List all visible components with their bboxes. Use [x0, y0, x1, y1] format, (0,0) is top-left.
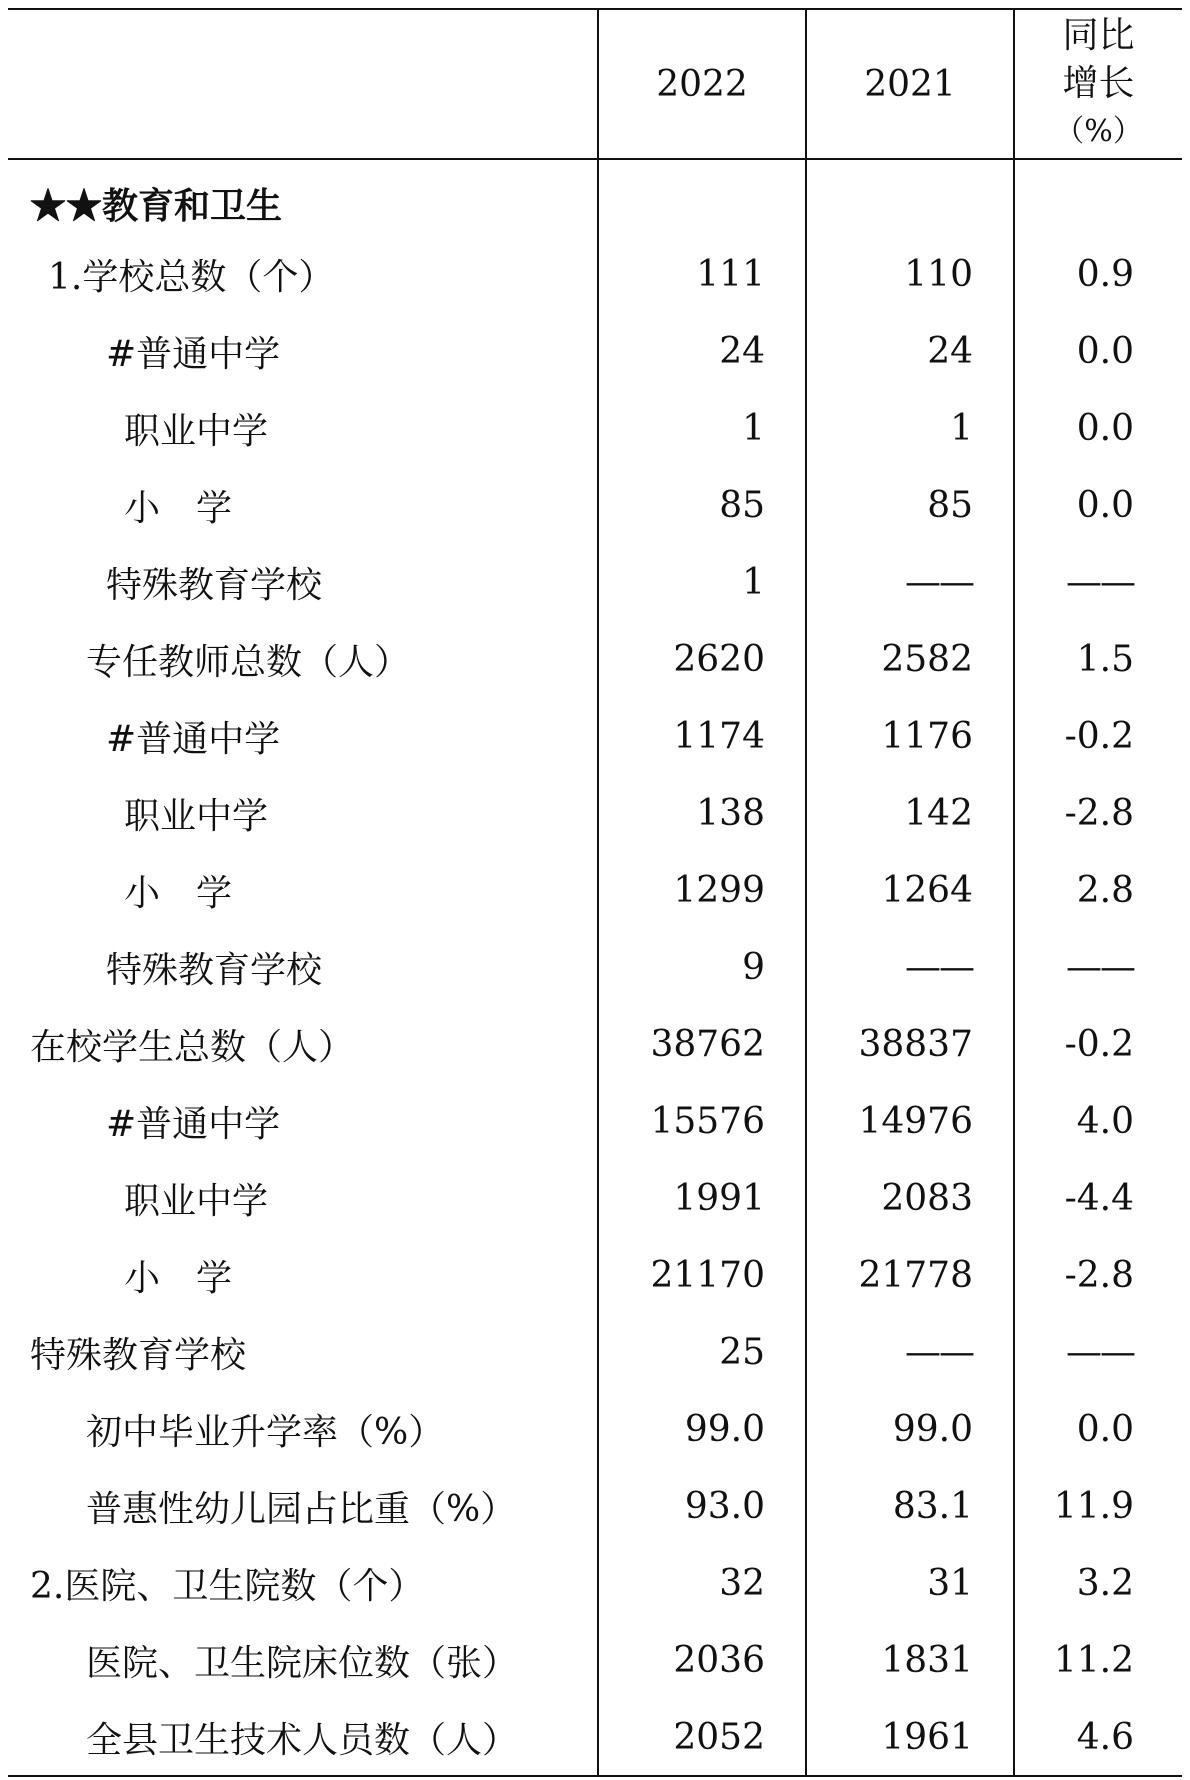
- cell-2021: 110: [806, 236, 1014, 313]
- cell-2022: 9: [598, 929, 806, 1006]
- table-row: [8, 929, 1182, 1006]
- cell-2022: 111: [598, 236, 806, 313]
- cell-2022: 85: [598, 467, 806, 544]
- table-row: [8, 159, 1182, 236]
- header-yoy-line2: 增长: [1062, 63, 1135, 104]
- cell-2021: [806, 159, 1014, 236]
- cell-yoy: ——: [1014, 1314, 1182, 1391]
- table-row: [8, 236, 1182, 313]
- cell-yoy: 0.0: [1014, 467, 1182, 544]
- cell-2022: 1299: [598, 852, 806, 929]
- header-row: [8, 9, 1182, 159]
- table-row: [8, 1160, 1182, 1237]
- cell-yoy: 0.9: [1014, 236, 1182, 313]
- header-yoy-unit: （%）: [1054, 114, 1143, 149]
- table-row: [8, 390, 1182, 467]
- cell-2022: 2620: [598, 621, 806, 698]
- cell-2022: [598, 159, 806, 236]
- header-yoy-line1: 同比: [1062, 15, 1135, 56]
- cell-2021: 24: [806, 313, 1014, 390]
- cell-2022: 24: [598, 313, 806, 390]
- table-header: [8, 9, 1182, 159]
- cell-yoy: 2.8: [1014, 852, 1182, 929]
- cell-yoy: 11.9: [1014, 1468, 1182, 1545]
- table-row: [8, 1545, 1182, 1622]
- cell-2021: ——: [806, 929, 1014, 1006]
- cell-2021: ——: [806, 544, 1014, 621]
- row-label: 特殊教育学校: [106, 565, 323, 606]
- cell-yoy: 0.0: [1014, 313, 1182, 390]
- row-label: ★★教育和卫生: [30, 185, 283, 227]
- table-row: [8, 621, 1182, 698]
- cell-2021: 31: [806, 1545, 1014, 1622]
- table-body: [8, 159, 1182, 1776]
- row-label: 小 学: [124, 488, 233, 529]
- row-label: 职业中学: [124, 796, 269, 837]
- cell-2022: 2036: [598, 1622, 806, 1699]
- row-label: #普通中学: [106, 334, 281, 375]
- cell-2021: ——: [806, 1314, 1014, 1391]
- cell-2021: 14976: [806, 1083, 1014, 1160]
- row-label: 特殊教育学校: [106, 950, 323, 991]
- cell-2021: 2083: [806, 1160, 1014, 1237]
- cell-2022: 2052: [598, 1699, 806, 1776]
- header-year-2021: 2021: [806, 9, 1014, 159]
- cell-yoy: 3.2: [1014, 1545, 1182, 1622]
- cell-2022: 25: [598, 1314, 806, 1391]
- row-label: 初中毕业升学率（%）: [86, 1412, 445, 1453]
- cell-2021: 83.1: [806, 1468, 1014, 1545]
- row-label: 医院、卫生院床位数（张）: [86, 1643, 519, 1684]
- row-label: 1.学校总数（个）: [48, 257, 335, 298]
- cell-2021: 1264: [806, 852, 1014, 929]
- cell-yoy: 0.0: [1014, 1391, 1182, 1468]
- row-label: 在校学生总数（人）: [30, 1027, 355, 1068]
- table-row: [8, 313, 1182, 390]
- cell-2022: 99.0: [598, 1391, 806, 1468]
- cell-yoy: -4.4: [1014, 1160, 1182, 1237]
- cell-yoy: -2.8: [1014, 775, 1182, 852]
- row-label: 2.医院、卫生院数（个）: [30, 1566, 425, 1607]
- table-row: [8, 1314, 1182, 1391]
- table-row: [8, 1083, 1182, 1160]
- row-label: 职业中学: [124, 411, 269, 452]
- row-label: #普通中学: [106, 719, 281, 760]
- cell-yoy: 0.0: [1014, 390, 1182, 467]
- cell-2022: 32: [598, 1545, 806, 1622]
- cell-yoy: 11.2: [1014, 1622, 1182, 1699]
- cell-yoy: -2.8: [1014, 1237, 1182, 1314]
- cell-2022: 138: [598, 775, 806, 852]
- cell-yoy: -0.2: [1014, 1006, 1182, 1083]
- cell-2022: 1991: [598, 1160, 806, 1237]
- cell-2021: 1831: [806, 1622, 1014, 1699]
- cell-2022: 93.0: [598, 1468, 806, 1545]
- cell-2022: 1: [598, 390, 806, 467]
- header-yoy-growth: [1014, 9, 1182, 159]
- table-row: [8, 1391, 1182, 1468]
- cell-2022: 21170: [598, 1237, 806, 1314]
- table-row: [8, 1468, 1182, 1545]
- row-label: 专任教师总数（人）: [86, 642, 411, 683]
- row-label: 全县卫生技术人员数（人）: [8, 1699, 598, 1776]
- row-label: 普惠性幼儿园占比重（%）: [86, 1489, 517, 1530]
- cell-yoy: [1014, 159, 1182, 236]
- table-row: [8, 1622, 1182, 1699]
- cell-2022: 1: [598, 544, 806, 621]
- row-label: 职业中学: [124, 1181, 269, 1222]
- table-row: [8, 698, 1182, 775]
- table-row: [8, 1237, 1182, 1314]
- cell-2021: 99.0: [806, 1391, 1014, 1468]
- cell-2021: 1176: [806, 698, 1014, 775]
- cell-2021: 38837: [806, 1006, 1014, 1083]
- table-row: [8, 1006, 1182, 1083]
- cell-2022: 38762: [598, 1006, 806, 1083]
- row-label: 小 学: [124, 1258, 233, 1299]
- statistics-table-container: [8, 8, 1182, 1772]
- cell-2021: 142: [806, 775, 1014, 852]
- table-row: [8, 467, 1182, 544]
- cell-yoy: ——: [1014, 544, 1182, 621]
- table-row: [8, 544, 1182, 621]
- header-year-2022: 2022: [598, 9, 806, 159]
- cell-yoy: -0.2: [1014, 698, 1182, 775]
- cell-2021: 1961: [806, 1699, 1014, 1776]
- table-row: [8, 852, 1182, 929]
- cell-2021: 21778: [806, 1237, 1014, 1314]
- row-label: #普通中学: [106, 1104, 281, 1145]
- cell-yoy: 4.0: [1014, 1083, 1182, 1160]
- table-row: [8, 775, 1182, 852]
- cell-2022: 1174: [598, 698, 806, 775]
- cell-2022: 15576: [598, 1083, 806, 1160]
- cell-yoy: 1.5: [1014, 621, 1182, 698]
- cell-2021: 2582: [806, 621, 1014, 698]
- education-health-statistics-table: [8, 8, 1182, 1777]
- row-label: 特殊教育学校: [30, 1335, 247, 1376]
- row-label: 小 学: [124, 873, 233, 914]
- cell-yoy: 4.6: [1014, 1699, 1182, 1776]
- table-row: [8, 1699, 1182, 1776]
- cell-yoy: ——: [1014, 929, 1182, 1006]
- header-label-column: [8, 9, 598, 159]
- cell-2021: 85: [806, 467, 1014, 544]
- cell-2021: 1: [806, 390, 1014, 467]
